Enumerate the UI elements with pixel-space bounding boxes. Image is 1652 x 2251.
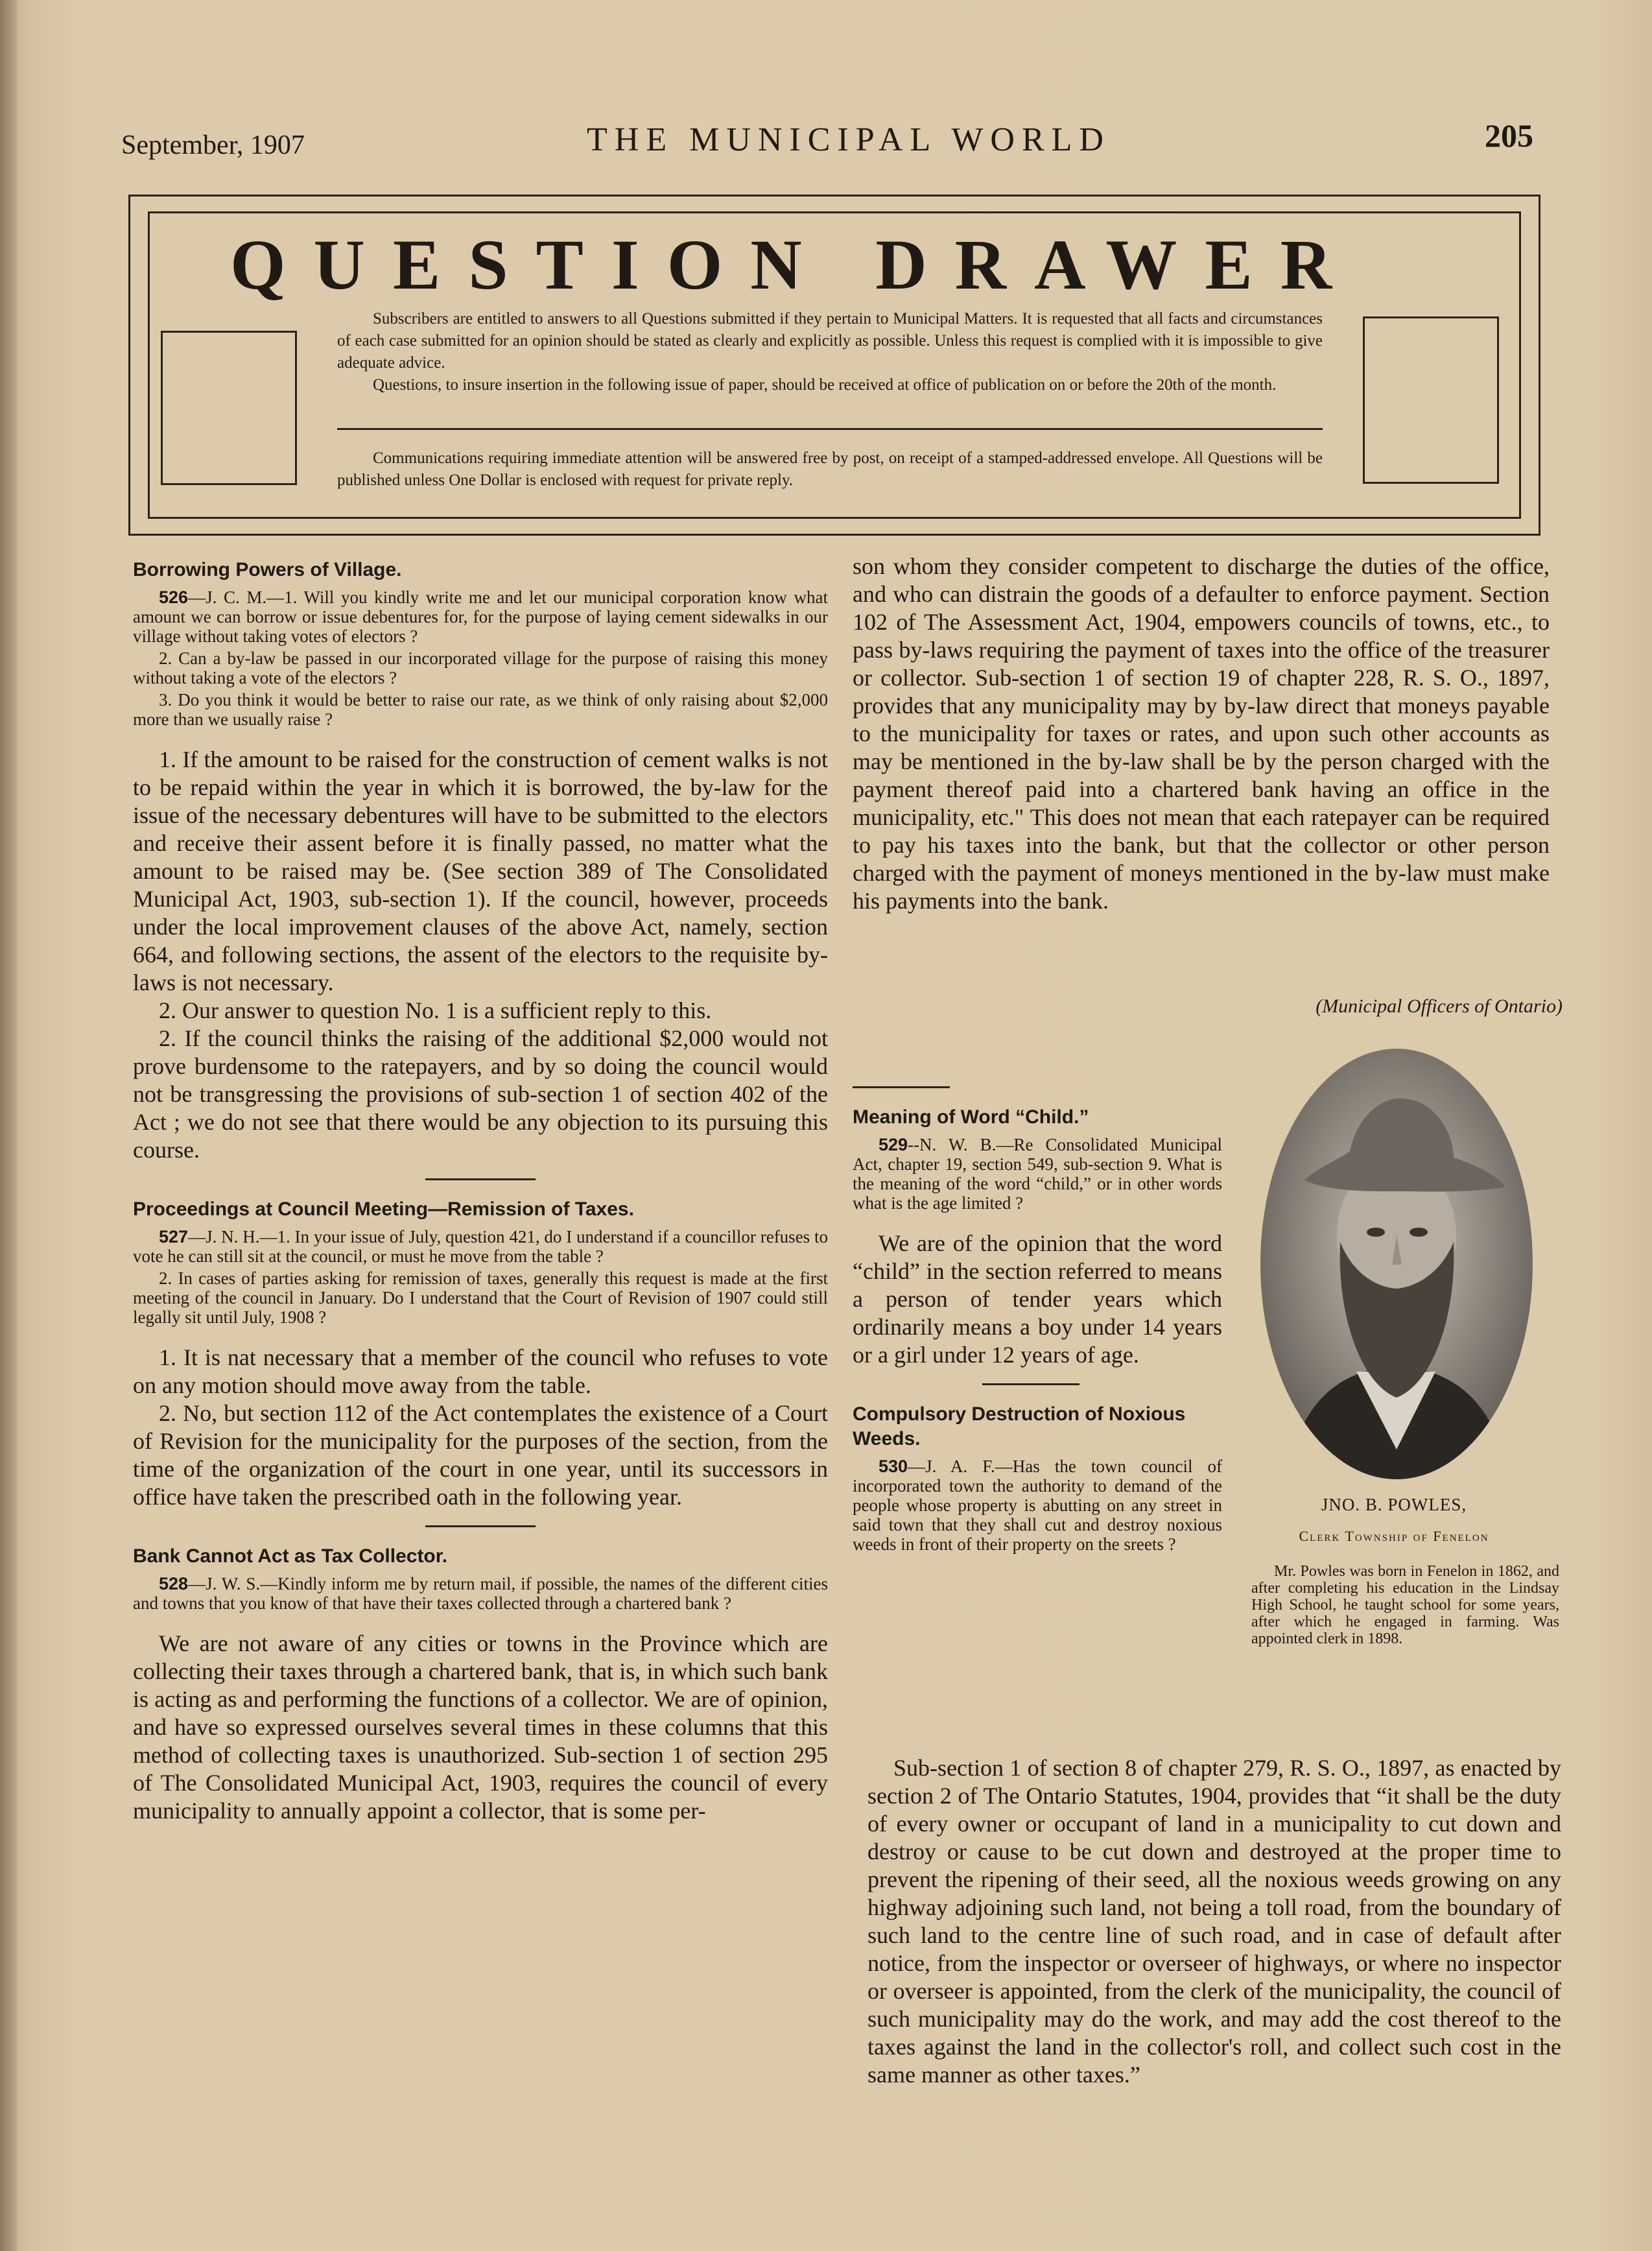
spacer xyxy=(133,1615,828,1630)
running-title: THE MUNICIPAL WORLD xyxy=(587,121,1111,158)
q528-question xyxy=(133,1574,828,1613)
drawer-notice xyxy=(337,308,1323,396)
q529-question xyxy=(853,1135,1222,1213)
portrait-name: JNO. B. POWLES, xyxy=(1321,1495,1467,1514)
q528-question-text: —J. W. S.—Kindly inform me by return mail, if possible, the names of the different cities and towns that you know of that have their taxes collected through a chartered bank ? xyxy=(133,1574,828,1613)
q526-question-text: —J. C. M.—1. Will you kindly write me and let our municipal corporation know what amount we can borrow or issue debentures for, for the purpose of laying cement sidewalks in our village without taking votes of electors ? xyxy=(133,588,828,646)
q530-heading: Compulsory Destruction of Noxious Weeds. xyxy=(853,1403,1186,1449)
drawer-notice-lower xyxy=(337,447,1323,492)
right-column-middle xyxy=(853,1086,1222,1556)
q526-answer-3: 2. If the council thinks the raising of the additional $2,000 would not prove burdensome to the ratepayers, and by so doing the council would not be transgressing the provisions of sub-section 1 of section 402 of the Act ; we do not see that there would be any objection to its pursuing this course. xyxy=(133,1025,828,1163)
q527-answer-2: 2. No, but section 112 of the Act contemplates the existence of a Court of Revision for the municipality for the purposes of the section, from the time of the organization of the court in one year, until its successors in office have taken the prescribed oath in the following year. xyxy=(133,1400,828,1510)
q530-answer: Sub-section 1 of section 8 of chapter 279, R. S. O., 1897, as enacted by section 2 of The Ontario Statutes, 1904, provides that “it shall be the duty of every owner or occupant of land in a municipality to cut down and destroy or cause to be cut down and destroyed at the proper time to prevent the ripening of their seed, all the noxious weeds growing on any highway adjoining such land, not being a toll road, from the boundary of such land to the centre line of such road, and in case of default after notice, from the inspector or overseer of highways, or where no inspector or overseer is appointed, from the clerk of the municipality, the council of such municipality may do the work, and may add the cost thereof to the taxes against the land in the collector's roll, and collect such cost in the same manner as other taxes.” xyxy=(867,1755,1561,2088)
q528-number: 528 xyxy=(159,1574,189,1593)
left-column xyxy=(133,558,828,1825)
q526-question xyxy=(133,588,828,646)
spacer xyxy=(853,1215,1222,1230)
q528-answer: We are not aware of any cities or towns in the Province which are collecting their taxes through a chartered bank, that is, in which such bank is acting as and performing the functions of a collector. We are of opinion, and have so expressed ourselves several times in these columns that this method of collecting taxes is unauthorized. Sub-section 1 of section 295 of The Consolidated Municipal Act, 1903, requires the council of every municipality to annually appoint a collector, that is some per- xyxy=(133,1630,828,1824)
drawer-left-box xyxy=(161,331,297,485)
section-divider xyxy=(853,1086,950,1088)
drawer-title: QUESTION DRAWER xyxy=(230,225,1360,304)
q526-answer-2: 2. Our answer to question No. 1 is a sufficient reply to this. xyxy=(159,997,712,1023)
q527-number: 527 xyxy=(159,1227,189,1246)
q529-number: 529 xyxy=(879,1135,908,1154)
drawer-notice-para2: Questions, to insure insertion in the following issue of paper, should be received at office of publication on or before the 20th of the month. xyxy=(373,376,1277,394)
q528-heading: Bank Cannot Act as Tax Collector. xyxy=(133,1545,448,1567)
portrait-photo xyxy=(1259,1047,1535,1481)
q530-number: 530 xyxy=(879,1457,908,1476)
section-divider xyxy=(425,1525,536,1527)
portrait-credit: (Municipal Officers of Ontario) xyxy=(1316,995,1563,1017)
q527-question-text: —J. N. H.—1. In your issue of July, question 421, do I understand if a councillor refuses to vote he can still sit at the council, or must he move from the table ? xyxy=(133,1227,828,1266)
portrait-caption: Mr. Powles was born in Fenelon in 1862, and after completing his education in the Lindsay High School, he taught school for some years, after which he engaged in farming. Was appointed clerk in 1898. xyxy=(1251,1563,1559,1647)
drawer-divider xyxy=(337,428,1323,430)
q530-question-text: —J. A. F.—Has the town council of incorporated town the authority to demand of the people whose property is abutting on any street in said town that they shall cut and destroy noxious weeds in front of their property on the sreets ? xyxy=(853,1457,1222,1554)
q527-heading: Proceedings at Council Meeting—Remission of Taxes. xyxy=(133,1198,634,1220)
drawer-notice-para1: Subscribers are entitled to answers to all Questions submitted if they pertain to Municipal Matters. It is requested that all facts and circumstances of each case submitted for an opinion should be stated as clearly and explicitly as possible. Unless this request is complied with it is impossible to give adequate advice. xyxy=(337,310,1323,372)
spacer xyxy=(133,732,828,746)
q528-answer-continued: son whom they consider competent to discharge the duties of the office, and who can distrain the goods of a defaulter to enforce payment. Section 102 of The Assessment Act, 1904, empowers councils of towns, etc., to pass by-laws requiring the payment of taxes into the office of the treasurer or collector. Sub-section 1 of section 19 of chapter 228, R. S. O., 1897, provides that any municipality may by by-law direct that moneys payable to the municipality for taxes or rates, and upon such other accounts as may be mentioned in the by-law shall be by the person charged with the payment thereof paid into a chartered bank having an office in the municipality, etc." This does not mean that each ratepayer can be required to pay his taxes into the bank, but that the collector or other person charged with the payment of moneys mentioned in the by-law must make his payments into the bank. xyxy=(853,553,1550,914)
q529-answer: We are of the opinion that the word “child” in the section referred to means a person of tender years which ordinarily means a boy under 14 years or a girl under 12 years of age. xyxy=(853,1230,1222,1368)
right-column-bottom xyxy=(867,1754,1561,2089)
running-date: September, 1907 xyxy=(121,130,305,160)
page-spine-shadow xyxy=(0,0,17,2251)
q527-answer-1: 1. It is nat necessary that a member of the council who refuses to vote on any motion should move away from the table. xyxy=(133,1344,828,1398)
q529-heading: Meaning of Word “Child.” xyxy=(853,1106,1089,1128)
q530-question xyxy=(853,1457,1222,1554)
q526-answer-1: 1. If the amount to be raised for the construction of cement walks is not to be repaid within the year in which it is borrowed, the by-law for the issue of the necessary debentures will have to be submitted to the electors and receive their assent before it is finally passed, no matter what the amount to be raised may be. (See section 389 of The Consolidated Municipal Act, 1903, sub-section 1). If the council, however, proceeds under the local improvement clauses of the above Act, namely, section 664, and following sections, the assent of the electors to the requisite by-laws is not necessary. xyxy=(133,746,828,995)
q527-question xyxy=(133,1227,828,1266)
q526-question-3: 3. Do you think it would be better to raise our rate, as we think of only raising about $2,000 more than we usually raise ? xyxy=(133,690,828,729)
q527-question-2: 2. In cases of parties asking for remission of taxes, generally this request is made at the first meeting of the council in January. Do I understand that the Court of Revision of 1907 could still legally sit until July, 1908 ? xyxy=(133,1268,828,1327)
page-number: 205 xyxy=(1485,117,1533,154)
section-divider xyxy=(425,1178,536,1180)
q526-heading: Borrowing Powers of Village. xyxy=(133,559,402,580)
drawer-right-box xyxy=(1363,316,1499,484)
q529-question-text: --N. W. B.—Re Consolidated Municipal Act, chapter 19, section 549, sub-section 9. What is the meaning of the word “child,” or in other words what is the age limited ? xyxy=(853,1135,1222,1213)
section-divider xyxy=(982,1383,1080,1385)
right-column-continuation xyxy=(853,553,1550,915)
portrait-office: Clerk Township of Fenelon xyxy=(1299,1528,1489,1544)
q526-number: 526 xyxy=(159,588,189,607)
q526-question-2: 2. Can a by-law be passed in our incorporated village for the purpose of raising this money without taking a vote of the electors ? xyxy=(133,649,828,687)
drawer-notice-para3: Communications requiring immediate attention will be answered free by post, on receipt of a stamped-addressed envelope. All Questions will be published unless One Dollar is enclosed with request for private reply. xyxy=(337,449,1323,489)
spacer xyxy=(133,1329,828,1344)
